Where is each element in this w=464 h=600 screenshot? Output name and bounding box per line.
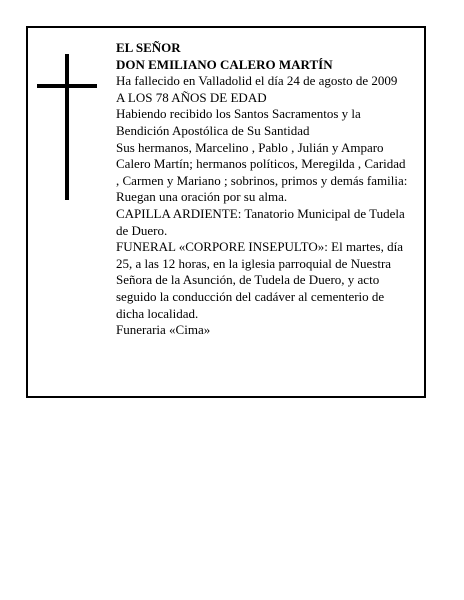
funeral-line-2: 25, a las 12 horas, en la iglesia parroquial de Nuestra <box>116 255 392 271</box>
family-line-3: , Carmen y Mariano ; sobrinos, primos y demás familia: <box>116 172 408 188</box>
sacraments-line-1: Habiendo recibido los Santos Sacramentos y la <box>116 106 361 122</box>
notice-text <box>116 40 424 339</box>
funeral-line-1: FUNERAL «CORPORE INSEPULTO»: El martes, día <box>116 239 403 255</box>
family-line-2: Calero Martín; hermanos políticos, Meregilda , Caridad <box>116 156 406 172</box>
funeral-line-5: dicha localidad. <box>116 305 199 321</box>
honorific: EL SEÑOR <box>116 40 181 55</box>
funeral-line-3: Señora de la Asunción, de Tudela de Duero, y acto <box>116 272 380 288</box>
age-line: A LOS 78 AÑOS DE EDAD <box>116 89 267 105</box>
chapel-line-1: CAPILLA ARDIENTE: Tanatorio Municipal de Tudela <box>116 205 405 221</box>
family-line-1: Sus hermanos, Marcelino , Pablo , Julián y Amparo <box>116 139 384 155</box>
death-announcement: Ha fallecido en Valladolid el día 24 de agosto de 2009 <box>116 73 398 89</box>
sacraments-line-2: Bendición Apostólica de Su Santidad <box>116 122 310 138</box>
chapel-line-2: de Duero. <box>116 222 168 238</box>
deceased-name: DON EMILIANO CALERO MARTÍN <box>116 56 333 72</box>
cross-vertical-bar <box>65 54 69 200</box>
obituary-notice <box>26 26 426 398</box>
funeral-line-4: seguido la conducción del cadáver al cementerio de <box>116 288 385 304</box>
funeral-home: Funeraria «Cima» <box>116 322 211 338</box>
cross-horizontal-bar <box>37 84 97 88</box>
prayer-request: Ruegan una oración por su alma. <box>116 189 288 205</box>
cross-icon <box>37 54 97 200</box>
